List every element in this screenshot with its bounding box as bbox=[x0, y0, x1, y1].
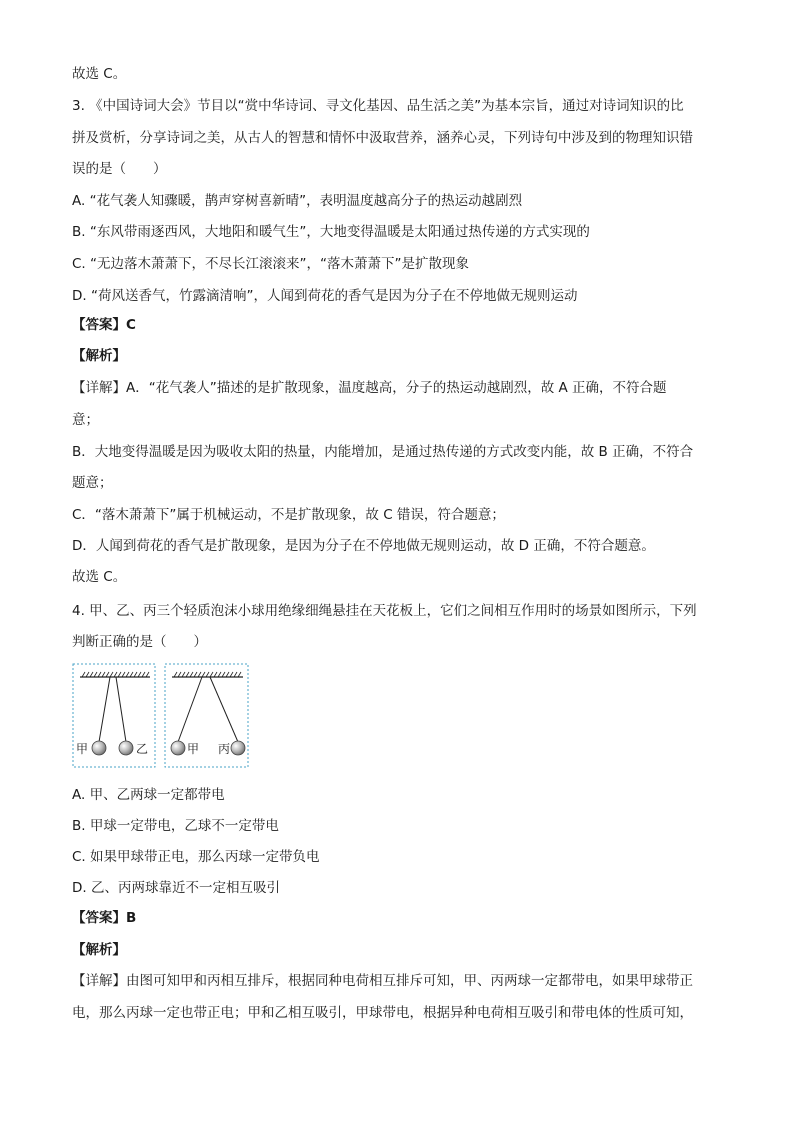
left-panel bbox=[73, 664, 155, 767]
q4-option-a: A. 甲、乙两球一定都带电 bbox=[72, 787, 225, 803]
q4-option-d: D. 乙、丙两球靠近不一定相互吸引 bbox=[72, 880, 280, 896]
label-jia-right: 甲 bbox=[187, 742, 200, 756]
q3-detail-line-2: 意； bbox=[72, 412, 99, 428]
q4-stem-line-1: 4. 甲、乙、丙三个轻质泡沫小球用绝缘细绳悬挂在天花板上，它们之间相互作用时的场景如图所示，下列 bbox=[72, 603, 697, 619]
pendulum-figure bbox=[72, 663, 262, 769]
q3-detail-line-6: D．人闻到荷花的香气是扩散现象，是因为分子在不停地做无规则运动，故 D 正确，不符合题意。 bbox=[72, 538, 655, 554]
right-panel bbox=[165, 664, 248, 767]
q4-answer: 【答案】B bbox=[72, 910, 137, 926]
q2-conclusion: 故选 C。 bbox=[72, 66, 127, 82]
q3-stem-line-1: 3. 《中国诗词大会》节目以“赏中华诗词、寻文化基因、品生活之美”为基本宗旨，通过对诗词知识的比 bbox=[72, 98, 684, 114]
q3-detail-line-3: B．大地变得温暖是因为吸收太阳的热量，内能增加，是通过热传递的方式改变内能，故 B 正确，不符合 bbox=[72, 444, 694, 460]
q3-detail-line-1: 【详解】A．“花气袭人”描述的是扩散现象，温度越高，分子的热运动越剧烈，故 A 正确，不符合题 bbox=[72, 380, 667, 396]
q3-option-c: C. “无边落木萧萧下，不尽长江滚滚来”，“落木萧萧下”是扩散现象 bbox=[72, 256, 469, 272]
q3-detail-line-5: C．“落木萧萧下”属于机械运动，不是扩散现象，故 C 错误，符合题意； bbox=[72, 507, 505, 523]
pendulum-figure-svg bbox=[72, 663, 262, 769]
ball-jia-right bbox=[171, 741, 185, 755]
q3-conclusion: 故选 C。 bbox=[72, 569, 127, 585]
q3-option-b: B. “东风带雨逐西风，大地阳和暖气生”，大地变得温暖是太阳通过热传递的方式实现的 bbox=[72, 224, 590, 240]
ball-yi bbox=[119, 741, 133, 755]
q3-stem-line-2: 拼及赏析，分享诗词之美，从古人的智慧和情怀中汲取营养，涵养心灵，下列诗句中涉及到的物理知识错 bbox=[72, 130, 693, 146]
ball-bing bbox=[231, 741, 245, 755]
q4-option-b: B. 甲球一定带电，乙球不一定带电 bbox=[72, 818, 279, 834]
q4-detail-line-2: 电，那么丙球一定也带正电；甲和乙相互吸引，甲球带电，根据异种电荷相互吸引和带电体的性质可知， bbox=[72, 1005, 693, 1021]
q4-detail-line-1: 【详解】由图可知甲和丙相互排斥，根据同种电荷相互排斥可知，甲、丙两球一定都带电，如果甲球带正 bbox=[72, 973, 693, 989]
q3-stem-line-3: 误的是（ ） bbox=[72, 161, 167, 177]
q3-detail-line-4: 题意； bbox=[72, 475, 113, 491]
q4-option-c: C. 如果甲球带正电，那么丙球一定带负电 bbox=[72, 849, 320, 865]
ball-jia-left bbox=[92, 741, 106, 755]
q4-stem-line-2: 判断正确的是（ ） bbox=[72, 634, 207, 650]
label-yi: 乙 bbox=[136, 742, 149, 756]
q3-answer: 【答案】C bbox=[72, 317, 136, 333]
q3-option-d: D. “荷风送香气，竹露滴清响”，人闻到荷花的香气是因为分子在不停地做无规则运动 bbox=[72, 288, 578, 304]
q4-analysis-label: 【解析】 bbox=[72, 942, 126, 958]
q3-option-a: A. “花气袭人知骤暖，鹊声穿树喜新晴”，表明温度越高分子的热运动越剧烈 bbox=[72, 193, 523, 209]
q3-analysis-label: 【解析】 bbox=[72, 348, 126, 364]
label-bing: 丙 bbox=[218, 742, 231, 756]
label-jia-left: 甲 bbox=[76, 742, 89, 756]
